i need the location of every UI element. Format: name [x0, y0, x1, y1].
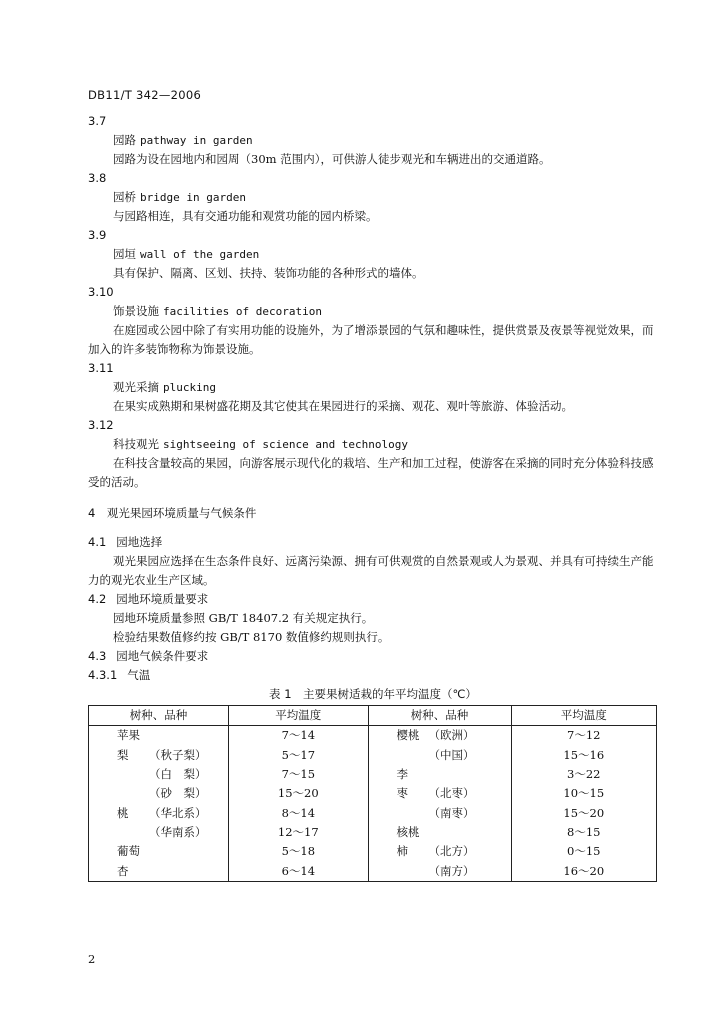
table-cell — [368, 823, 511, 842]
table-title: 表 1 主要果树适栽的年平均温度（℃） — [269, 687, 477, 701]
term-definition: 具有保护、隔离、区划、扶持、装饰功能的各种形式的墙体。 — [113, 266, 424, 280]
table-cell — [89, 842, 229, 861]
term-entry — [88, 283, 658, 359]
subsection-number: 4.2 — [88, 592, 107, 606]
term-entry — [88, 359, 658, 416]
table-cell — [511, 765, 656, 784]
term-en: wall of the garden — [140, 248, 260, 261]
table-cell — [511, 861, 656, 881]
term-zh: 观光采摘 — [113, 380, 159, 394]
table-cell — [368, 784, 511, 803]
variety-name: （中国） — [428, 747, 475, 762]
species-name: 枣 — [396, 786, 409, 801]
term-entry — [88, 226, 658, 283]
variety-name: （白 梨） — [149, 767, 207, 782]
section-heading: 4 观光果园环境质量与气候条件 — [88, 506, 257, 520]
term-title — [88, 378, 658, 397]
paragraph: 检验结果数值修约按 GB/T 8170 数值修约规则执行。 — [113, 630, 390, 644]
subsection-heading — [88, 666, 658, 685]
term-definition: 与园路相连，具有交通功能和观赏功能的园内桥梁。 — [113, 209, 378, 223]
term-en: facilities of decoration — [163, 305, 322, 318]
table-cell — [229, 784, 369, 803]
temperature-value: 15～20 — [563, 805, 605, 820]
subsection-heading — [88, 533, 658, 552]
temperature-value: 6～14 — [281, 863, 316, 878]
subsection-title: 园地选择 — [116, 535, 163, 549]
species-name: 梨 — [117, 747, 129, 762]
temperature-value: 3～22 — [567, 767, 601, 782]
term-title — [88, 435, 658, 454]
table-row — [89, 765, 657, 784]
table-cell — [89, 765, 229, 784]
variety-name: （欧洲） — [428, 728, 475, 743]
table-cell — [229, 746, 369, 765]
term-zh: 园路 — [113, 133, 136, 147]
species-name: 苹果 — [117, 728, 140, 743]
page-number: 2 — [88, 952, 96, 966]
term-entry — [88, 112, 658, 169]
table-row — [89, 823, 657, 842]
table-cell — [511, 726, 656, 746]
species-name: 桃 — [117, 805, 129, 820]
table-body — [89, 726, 657, 881]
table-cell — [368, 803, 511, 822]
paragraph: 园地环境质量参照 GB/T 18407.2 有关规定执行。 — [113, 611, 374, 625]
table-cell — [89, 861, 229, 881]
table-row — [89, 861, 657, 881]
table-cell — [368, 726, 511, 746]
subsection-number: 4.1 — [88, 535, 107, 549]
table-cell — [511, 803, 656, 822]
term-title — [88, 188, 658, 207]
species-name: 柿 — [396, 844, 409, 859]
term-en: bridge in garden — [140, 191, 246, 204]
table-row — [89, 726, 657, 746]
variety-name: （南方） — [428, 863, 475, 878]
term-entry — [88, 169, 658, 226]
table-header-cell: 平均温度 — [511, 706, 656, 726]
variety-name: （砂 梨） — [149, 786, 207, 801]
term-title — [88, 131, 658, 150]
species-name: 樱桃 — [396, 728, 420, 743]
term-number: 3.10 — [88, 285, 114, 299]
term-zh: 饰景设施 — [113, 304, 159, 318]
temperature-value: 0～15 — [567, 844, 601, 859]
table-cell — [89, 823, 229, 842]
species-name: 李 — [396, 767, 409, 782]
table-row — [89, 842, 657, 861]
term-number: 3.11 — [88, 361, 114, 375]
table-cell — [368, 861, 511, 881]
table-row — [89, 803, 657, 822]
table-cell — [229, 823, 369, 842]
variety-name: （北方） — [428, 844, 475, 859]
temperature-value: 7～12 — [567, 728, 601, 743]
subsection-heading — [88, 647, 658, 666]
table-cell — [511, 746, 656, 765]
term-en: sightseeing of science and technology — [163, 438, 409, 451]
temperature-value: 5～17 — [281, 747, 316, 762]
variety-name: （秋子梨） — [149, 747, 207, 762]
variety-name: （南枣） — [428, 805, 475, 820]
table-header-row — [89, 706, 657, 726]
species-name: 杏 — [117, 863, 129, 878]
subsection-title: 气温 — [127, 668, 151, 682]
table-cell — [229, 803, 369, 822]
table-cell — [89, 784, 229, 803]
table-cell — [368, 842, 511, 861]
term-en: plucking — [163, 381, 216, 394]
table-cell — [229, 726, 369, 746]
temperature-value: 8～14 — [281, 805, 316, 820]
term-zh: 科技观光 — [113, 437, 159, 451]
table-header-cell: 平均温度 — [229, 706, 369, 726]
temperature-value: 5～18 — [281, 844, 316, 859]
term-definition: 在果实成熟期和果树盛花期及其它使其在果园进行的采摘、观花、观叶等旅游、体验活动。 — [113, 399, 573, 413]
table-cell — [368, 746, 511, 765]
variety-name: （华北系） — [149, 805, 207, 820]
temperature-table — [88, 705, 657, 882]
table-cell — [89, 746, 229, 765]
species-name: 核桃 — [396, 824, 420, 839]
species-name: 葡萄 — [117, 844, 140, 859]
variety-name: （华南系） — [149, 824, 207, 839]
paragraph: 观光果园应选择在生态条件良好、远离污染源、拥有可供观赏的自然景观或人为景观、并具有可持续生产能力的观光农业生产区域。 — [88, 554, 654, 587]
table-cell — [89, 803, 229, 822]
subsection-number: 4.3 — [88, 649, 107, 663]
page-content — [88, 112, 658, 882]
subsection-number: 4.3.1 — [88, 668, 118, 682]
table-cell — [368, 765, 511, 784]
table-cell — [89, 726, 229, 746]
table-header-cell: 树种、品种 — [368, 706, 511, 726]
table-row — [89, 784, 657, 803]
table-cell — [511, 784, 656, 803]
term-definition: 在科技含量较高的果园，向游客展示现代化的栽培、生产和加工过程，使游客在采摘的同时充分体验科技感受的活动。 — [88, 456, 654, 489]
term-en: pathway in garden — [140, 134, 253, 147]
table-cell — [511, 823, 656, 842]
temperature-value: 7～14 — [281, 728, 316, 743]
subsection-title: 园地气候条件要求 — [116, 649, 209, 663]
term-number: 3.8 — [88, 171, 107, 185]
term-zh: 园垣 — [113, 247, 136, 261]
term-definition: 在庭园或公园中除了有实用功能的设施外，为了增添景园的气氛和趣味性，提供赏景及夜景等视觉效果，而加入的许多装饰物称为饰景设施。 — [88, 323, 654, 356]
standard-code: DB11/T 342—2006 — [88, 88, 202, 102]
term-number: 3.7 — [88, 114, 107, 128]
table-row — [89, 746, 657, 765]
table-cell — [229, 861, 369, 881]
subsection-title: 园地环境质量要求 — [116, 592, 209, 606]
temperature-value: 15～20 — [277, 786, 319, 801]
temperature-value: 7～15 — [281, 767, 316, 782]
table-header-cell: 树种、品种 — [89, 706, 229, 726]
term-entry — [88, 416, 658, 492]
temperature-value: 10～15 — [563, 786, 605, 801]
temperature-value: 8～15 — [567, 824, 601, 839]
temperature-value: 12～17 — [277, 824, 319, 839]
temperature-value: 15～16 — [563, 747, 605, 762]
table-cell — [229, 765, 369, 784]
table-cell — [229, 842, 369, 861]
term-title — [88, 245, 658, 264]
term-zh: 园桥 — [113, 190, 136, 204]
term-number: 3.9 — [88, 228, 107, 242]
term-number: 3.12 — [88, 418, 114, 432]
temperature-value: 16～20 — [563, 863, 605, 878]
term-title — [88, 302, 658, 321]
table-cell — [511, 842, 656, 861]
variety-name: （北枣） — [428, 786, 475, 801]
subsection-heading — [88, 590, 658, 609]
term-definition: 园路为设在园地内和园周（30m 范围内），可供游人徒步观光和车辆进出的交通道路。 — [113, 152, 551, 166]
